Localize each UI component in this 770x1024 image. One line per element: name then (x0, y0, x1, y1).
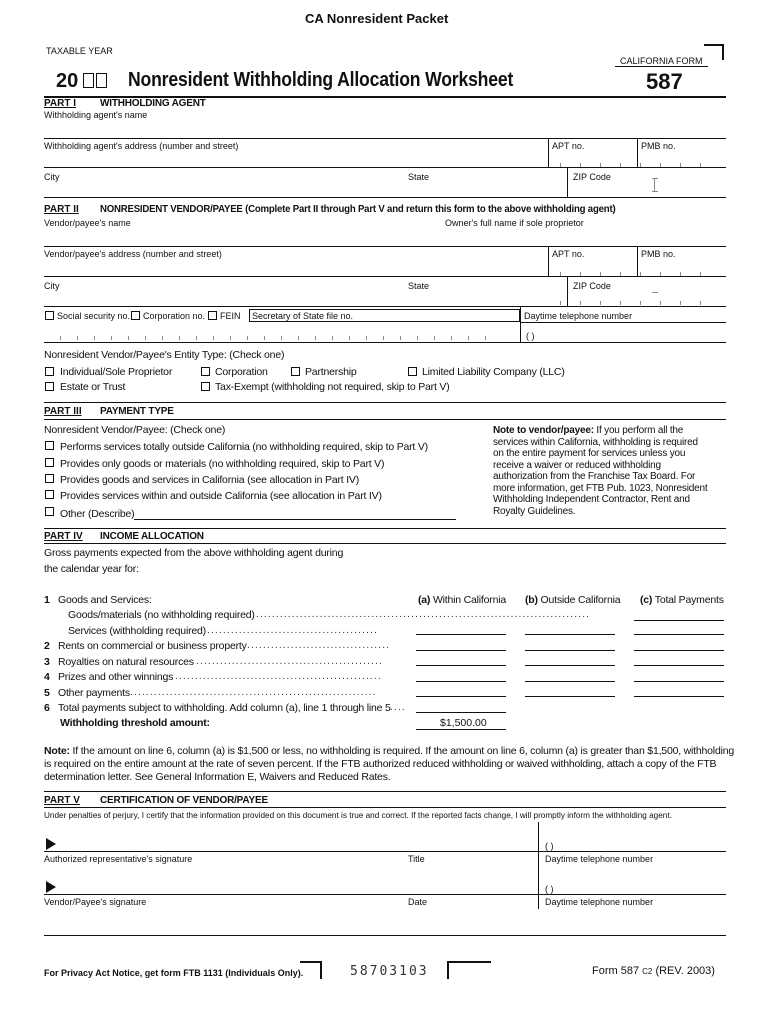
part4-note-2: is required on the entire amount at the rate of seven percent. If the FTB authorized reduced withholding or waived withholding, attach a copy of the FTB (44, 758, 717, 770)
line-3-leader: ............................................... (196, 656, 383, 667)
ssn-checkbox[interactable] (45, 311, 54, 320)
field-digit-tick (600, 301, 601, 305)
line-goods-leader: ..................................................................................... (252, 609, 591, 620)
id-digit-tick (298, 336, 299, 340)
payment-opt1-checkbox[interactable] (45, 441, 54, 450)
line-3-num: 3 (44, 656, 50, 668)
entity-individual-label: Individual/Sole Proprietor (60, 366, 173, 378)
id-digit-tick (366, 336, 367, 340)
line-services-text: Services (withholding required) (68, 625, 206, 637)
part3-note-line: services within California, withholding is required (493, 436, 698, 448)
entity-corporation-label: Corporation (215, 366, 268, 378)
field-digit-tick (640, 301, 641, 305)
line-5-c-field[interactable] (634, 696, 724, 697)
field-digit-tick (580, 301, 581, 305)
part1-apt-label: APT no. (552, 141, 585, 151)
col-b-text: Outside California (540, 594, 621, 606)
part1-address-label: Withholding agent's address (number and street) (44, 141, 239, 151)
auth-signature-label: Authorized representative's signature (44, 854, 193, 864)
title-label: Title (408, 854, 425, 864)
id-digit-tick (264, 336, 265, 340)
id-digit-tick (230, 336, 231, 340)
id-digit-tick (162, 336, 163, 340)
packet-title: CA Nonresident Packet (305, 11, 449, 26)
line-services-c-field[interactable] (634, 634, 724, 635)
line-services-b-field[interactable] (525, 634, 615, 635)
entity-individual-checkbox[interactable] (45, 367, 54, 376)
col-b-letter: (b) (525, 594, 538, 606)
form-title: Nonresident Withholding Allocation Worksheet (128, 69, 514, 91)
field-digit-tick (560, 272, 561, 276)
col-c-header (640, 594, 724, 606)
line-2-a-field[interactable] (416, 650, 506, 651)
part3-note-line: Withholding Independent Contractor, Rent and (493, 494, 690, 505)
fein-checkbox[interactable] (208, 311, 217, 320)
part5-title: CERTIFICATION OF VENDOR/PAYEE (100, 795, 268, 806)
field-digit-tick (560, 301, 561, 305)
line-6-text: Total payments subject to withholding. Add column (a), line 1 through line 5 (58, 702, 391, 714)
auth-signature-arrow-icon (46, 838, 56, 850)
payment-opt2-label: Provides only goods or materials (no withholding required, skip to Part V) (60, 458, 385, 470)
vendor-signature-label: Vendor/Payee's signature (44, 897, 147, 907)
form-c2-text: C2 (642, 967, 653, 976)
field-digit-tick (660, 163, 661, 167)
perjury-statement: Under penalties of perjury, I certify that the information provided on this document is true and correct. If the reported facts change, I will promptly inform the withholding agent. (44, 811, 672, 820)
part2-zip-label: ZIP Code (573, 281, 611, 291)
auth-phone-label: Daytime telephone number (545, 854, 654, 864)
id-digit-tick (383, 336, 384, 340)
part1-city-label: City (44, 172, 60, 182)
part2-owner-label: Owner's full name if sole proprietor (445, 218, 584, 228)
line-3-a-field[interactable] (416, 665, 506, 666)
id-digit-tick (111, 336, 112, 340)
line-services-a-field[interactable] (416, 634, 506, 635)
id-digit-tick (468, 336, 469, 340)
id-digit-tick (332, 336, 333, 340)
barcode-number: 58703103 (350, 964, 429, 979)
field-digit-tick (680, 163, 681, 167)
part1-zip-dash (652, 178, 658, 192)
line-5-leader: .............................................................. (130, 687, 377, 698)
id-digit-tick (485, 336, 486, 340)
part2-phone-parens: ( ) (526, 331, 535, 341)
id-digit-tick (417, 336, 418, 340)
form-reference (592, 965, 715, 977)
field-digit-tick (640, 163, 641, 167)
col-c-text: Total Payments (654, 594, 724, 606)
auth-phone-field[interactable] (538, 851, 726, 852)
field-digit-tick (700, 163, 701, 167)
part3-note-line: authorization from the Franchise Tax Board. For (493, 471, 696, 482)
field-digit-tick (620, 163, 621, 167)
payment-opt5-label: Other (Describe) (60, 508, 135, 520)
vendor-phone-parens: ( ) (545, 884, 554, 894)
corner-mark-top-right (704, 44, 724, 60)
line-6-leader: .... (390, 702, 406, 713)
col-a-letter: (a) (418, 594, 431, 606)
part3-note (493, 425, 723, 517)
line-services-leader: ........................................... (207, 625, 379, 636)
corner-mark-footer-right (447, 961, 491, 979)
line-6-a-field[interactable] (416, 712, 506, 713)
vendor-phone-field[interactable] (538, 894, 726, 895)
sos-file-label: Secretary of State file no. (252, 311, 354, 321)
part1-label: PART I (44, 98, 77, 109)
id-digit-tick (60, 336, 61, 340)
form-rev-text: (REV. 2003) (655, 965, 715, 977)
col-a-header (418, 594, 506, 606)
line-1-num: 1 (44, 594, 50, 606)
part4-note-bold: Note: (44, 745, 70, 757)
part1-zip-label: ZIP Code (573, 172, 611, 182)
part1-name-label: Withholding agent's name (44, 110, 148, 120)
field-digit-tick (680, 301, 681, 305)
line-5-b-field[interactable] (525, 696, 615, 697)
id-digit-tick (145, 336, 146, 340)
part4-note-3: determination letter. See General Information E, Waivers and Reduced Rates. (44, 771, 391, 783)
id-digit-tick (281, 336, 282, 340)
vendor-phone-label: Daytime telephone number (545, 897, 654, 907)
corner-mark-footer-left (300, 961, 322, 979)
threshold-label: Withholding threshold amount: (60, 717, 210, 729)
payment-opt1-label: Performs services totally outside California (no withholding required, skip to Part V) (60, 441, 428, 453)
vendor-signature-arrow-icon (46, 881, 56, 893)
field-digit-tick (700, 272, 701, 276)
id-digit-tick (213, 336, 214, 340)
id-digit-tick (128, 336, 129, 340)
part3-note-bold: Note to vendor/payee: (493, 425, 594, 436)
part2-address-label: Vendor/payee's address (number and street) (44, 249, 222, 259)
field-digit-tick (660, 301, 661, 305)
field-digit-tick (600, 163, 601, 167)
privacy-notice: For Privacy Act Notice, get form FTB 1131 (Individuals Only). (44, 968, 304, 978)
field-digit-tick (700, 301, 701, 305)
line-2-c-field[interactable] (634, 650, 724, 651)
part4-intro-2: the calendar year for: (44, 563, 139, 575)
entity-llc-checkbox[interactable] (408, 367, 417, 376)
part2-title: NONRESIDENT VENDOR/PAYEE (Complete Part II through Part V and return this form to the above withholding agent) (100, 204, 616, 215)
line-5-a-field[interactable] (416, 696, 506, 697)
id-digit-tick (94, 336, 95, 340)
year-digit-box-1[interactable] (83, 73, 94, 88)
field-digit-tick (660, 272, 661, 276)
fein-label: FEIN (220, 311, 241, 321)
part2-label: PART II (44, 204, 79, 215)
california-form-label: CALIFORNIA FORM (620, 56, 703, 66)
line-2-num: 2 (44, 640, 50, 652)
id-digit-tick (434, 336, 435, 340)
part3-note-line: on the entire payment for services unless you (493, 448, 686, 459)
line-goods-c-field[interactable] (634, 620, 724, 621)
part2-apt-label: APT no. (552, 249, 585, 259)
auth-phone-parens: ( ) (545, 841, 554, 851)
id-digit-tick (315, 336, 316, 340)
payment-opt2-checkbox[interactable] (45, 458, 54, 467)
line-3-b-field[interactable] (525, 665, 615, 666)
id-digit-tick (349, 336, 350, 340)
line-3-c-field[interactable] (634, 665, 724, 666)
part4-intro-1: Gross payments expected from the above withholding agent during (44, 547, 344, 559)
line-5-text: Other payments (58, 687, 130, 699)
part3-check-label: Nonresident Vendor/Payee: (Check one) (44, 424, 226, 436)
payment-opt3-checkbox[interactable] (45, 474, 54, 483)
field-digit-tick (640, 272, 641, 276)
payment-opt4-label: Provides services within and outside California (see allocation in Part IV) (60, 490, 382, 502)
part1-state-label: State (408, 172, 430, 182)
part5-label: PART V (44, 795, 80, 806)
col-b-header (525, 594, 620, 606)
line-5-num: 5 (44, 687, 50, 699)
col-c-letter: (c) (640, 594, 653, 606)
line-2-b-field[interactable] (525, 650, 615, 651)
vendor-signature-field[interactable] (44, 894, 538, 895)
payment-opt3-label: Provides goods and services in California (see allocation in Part IV) (60, 474, 360, 486)
part1-title: WITHHOLDING AGENT (100, 98, 206, 109)
year-digit-box-2[interactable] (96, 73, 107, 88)
entity-estate-label: Estate or Trust (60, 381, 126, 393)
part2-phone-label: Daytime telephone number (524, 311, 633, 321)
entity-estate-checkbox[interactable] (45, 382, 54, 391)
line-4-leader: ..................................................... (171, 671, 382, 682)
field-digit-tick (620, 272, 621, 276)
part2-city-label: City (44, 281, 60, 291)
id-digit-tick (451, 336, 452, 340)
part3-note-line: If you perform all the (593, 425, 684, 436)
part4-title: INCOME ALLOCATION (100, 531, 204, 542)
part3-note-line: Royalty Guidelines. (493, 505, 576, 517)
part2-pmb-label: PMB no. (641, 249, 676, 259)
line-4-b-field[interactable] (525, 681, 615, 682)
id-digit-tick (247, 336, 248, 340)
field-digit-tick (600, 272, 601, 276)
date-label: Date (408, 897, 428, 907)
corporation-no-checkbox[interactable] (131, 311, 140, 320)
entity-tax-exempt-checkbox[interactable] (201, 382, 210, 391)
field-digit-tick (680, 272, 681, 276)
part3-note-line: more information, get FTB Pub. 1023, Nonresident (493, 482, 708, 494)
id-digit-tick (196, 336, 197, 340)
entity-partnership-checkbox[interactable] (291, 367, 300, 376)
entity-corporation-checkbox[interactable] (201, 367, 210, 376)
part3-label: PART III (44, 406, 82, 417)
id-digit-tick (77, 336, 78, 340)
part4-label: PART IV (44, 531, 83, 542)
entity-partnership-label: Partnership (305, 366, 357, 378)
line-4-a-field[interactable] (416, 681, 506, 682)
ssn-label: Social security no. (57, 311, 131, 321)
col-a-text: Within California (432, 594, 506, 606)
taxable-year-label: TAXABLE YEAR (46, 46, 113, 56)
part2-state-label: State (408, 281, 430, 291)
line-4-c-field[interactable] (634, 681, 724, 682)
line-2-text: Rents on commercial or business property (58, 640, 247, 652)
part2-name-label: Vendor/payee's name (44, 218, 131, 228)
field-digit-tick (560, 163, 561, 167)
line-3-text: Royalties on natural resources (58, 656, 194, 668)
id-digit-tick (400, 336, 401, 340)
part4-note-1 (44, 745, 734, 757)
line-goods-text: Goods/materials (no withholding required) (68, 609, 255, 621)
year-prefix: 20 (56, 70, 79, 92)
line-4-text: Prizes and other winnings (58, 671, 174, 683)
entity-llc-label: Limited Liability Company (LLC) (422, 366, 565, 378)
part3-note-line: receive a waiver or reduced withholding (493, 459, 661, 471)
id-digit-tick (179, 336, 180, 340)
line-4-num: 4 (44, 671, 50, 683)
corporation-no-label: Corporation no. (143, 311, 206, 321)
entity-tax-exempt-label: Tax-Exempt (withholding not required, skip to Part V) (215, 381, 450, 393)
field-digit-tick (580, 272, 581, 276)
part1-pmb-label: PMB no. (641, 141, 676, 151)
entity-type-label: Nonresident Vendor/Payee's Entity Type: (Check one) (44, 349, 285, 361)
auth-signature-field[interactable] (44, 851, 538, 852)
other-describe-field[interactable] (134, 519, 456, 520)
part4-note-text: If the amount on line 6, column (a) is $1,500 or less, no withholding is required. If the amount on line 6, column (a) is greater than $1,500, withholding (69, 745, 734, 757)
payment-opt4-checkbox[interactable] (45, 490, 54, 499)
form-number: 587 (646, 69, 683, 94)
part3-title: PAYMENT TYPE (100, 406, 174, 417)
line-2-leader: .................................... (247, 640, 391, 651)
field-digit-tick (580, 163, 581, 167)
line-1-text: Goods and Services: (58, 594, 152, 606)
threshold-value: $1,500.00 (440, 717, 487, 729)
form-ref-text: Form 587 (592, 965, 640, 977)
payment-opt5-checkbox[interactable] (45, 507, 54, 516)
line-6-num: 6 (44, 702, 50, 714)
field-digit-tick (620, 301, 621, 305)
